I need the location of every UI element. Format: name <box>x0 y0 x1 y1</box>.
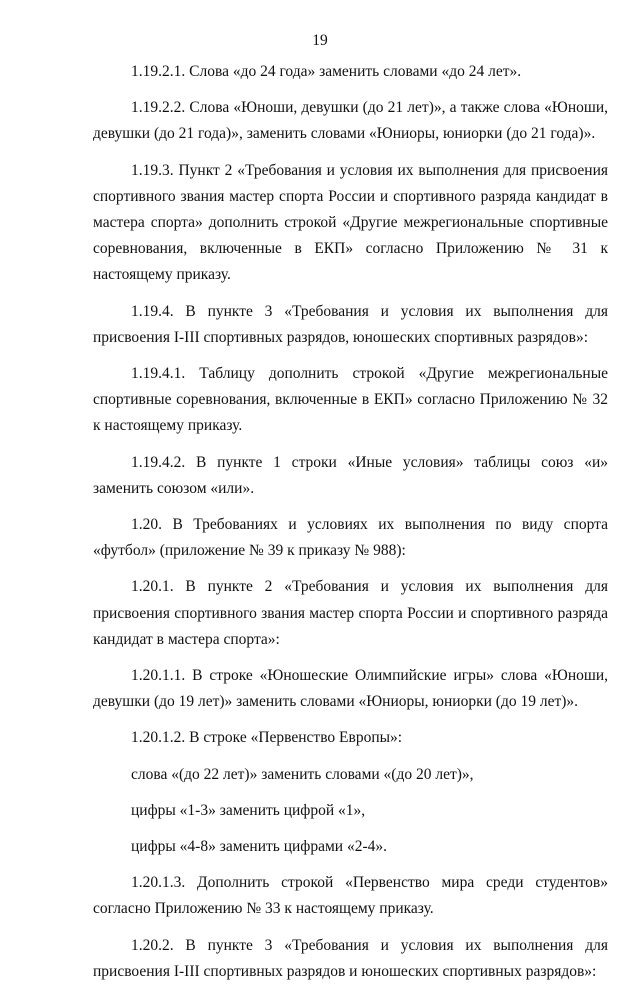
paragraph-list-item-1: слова «(до 22 лет)» заменить словами «(до 20 лет)», <box>131 765 474 783</box>
paragraph-1-20-1-3: 1.20.1.3. Дополнить строкой «Первенство мира среди студентов» согласно Приложению № 33 к настоящему приказу. <box>93 874 608 918</box>
paragraph-1-20-2: 1.20.2. В пункте 3 «Требования и условия их выполнения для присвоения I-III спортивных разрядов и юношеских спортивных разрядов»: <box>93 936 608 980</box>
paragraph-list-item-3: цифры «4-8» заменить цифрами «2-4». <box>131 838 387 856</box>
paragraph-1-19-3: 1.19.3. Пункт 2 «Требования и условия их выполнения для присвоения спортивного звания мастер спорта России и спортивного разряда кандидат в мастера спорта» дополнить строкой «Другие межрегиональные спортивные соревнования, включенные в ЕКП» согласно Приложению № 31 к настоящему приказу. <box>93 161 608 284</box>
paragraph-1-19-4-1: 1.19.4.1. Таблицу дополнить строкой «Другие межрегиональные спортивные соревнования, включенные в ЕКП» согласно Приложению № 32 к настоящему приказу. <box>93 365 608 435</box>
paragraph-list-item-2: цифры «1-3» заменить цифрой «1», <box>131 801 366 819</box>
paragraph-1-20-1-2: 1.20.1.2. В строке «Первенство Европы»: <box>131 729 403 747</box>
paragraph-1-19-2-1: 1.19.2.1. Слова «до 24 года» заменить словами «до 24 лет». <box>131 63 522 80</box>
paragraph-1-19-4: 1.19.4. В пункте 3 «Требования и условия их выполнения для присвоения I-III спортивных разрядов, юношеских спортивных разрядов»: <box>93 302 608 346</box>
document-body <box>93 59 608 995</box>
paragraph-1-19-2-2: 1.19.2.2. Слова «Юноши, девушки (до 21 лет)», а также слова «Юноши, девушки (до 21 года)», заменить словами «Юниоры, юниорки (до 21 года)». <box>93 99 608 143</box>
paragraph-1-19-4-2: 1.19.4.2. В пункте 1 строки «Иные условия» таблицы союз «и» заменить союзом «или». <box>93 453 608 497</box>
paragraph-1-20: 1.20. В Требованиях и условиях их выполнения по виду спорта «футбол» (приложение № 39 к приказу № 988): <box>93 516 608 560</box>
paragraph-1-20-1: 1.20.1. В пункте 2 «Требования и условия их выполнения для присвоения спортивного звания мастер спорта России и спортивного разряда кандидат в мастера спорта»: <box>93 578 608 648</box>
page-number: 19 <box>312 32 328 49</box>
paragraph-1-20-1-1: 1.20.1.1. В строке «Юношеские Олимпийские игры» слова «Юноши, девушки (до 19 лет)» заменить словами «Юниоры, юниорки (до 19 лет)». <box>93 667 608 711</box>
